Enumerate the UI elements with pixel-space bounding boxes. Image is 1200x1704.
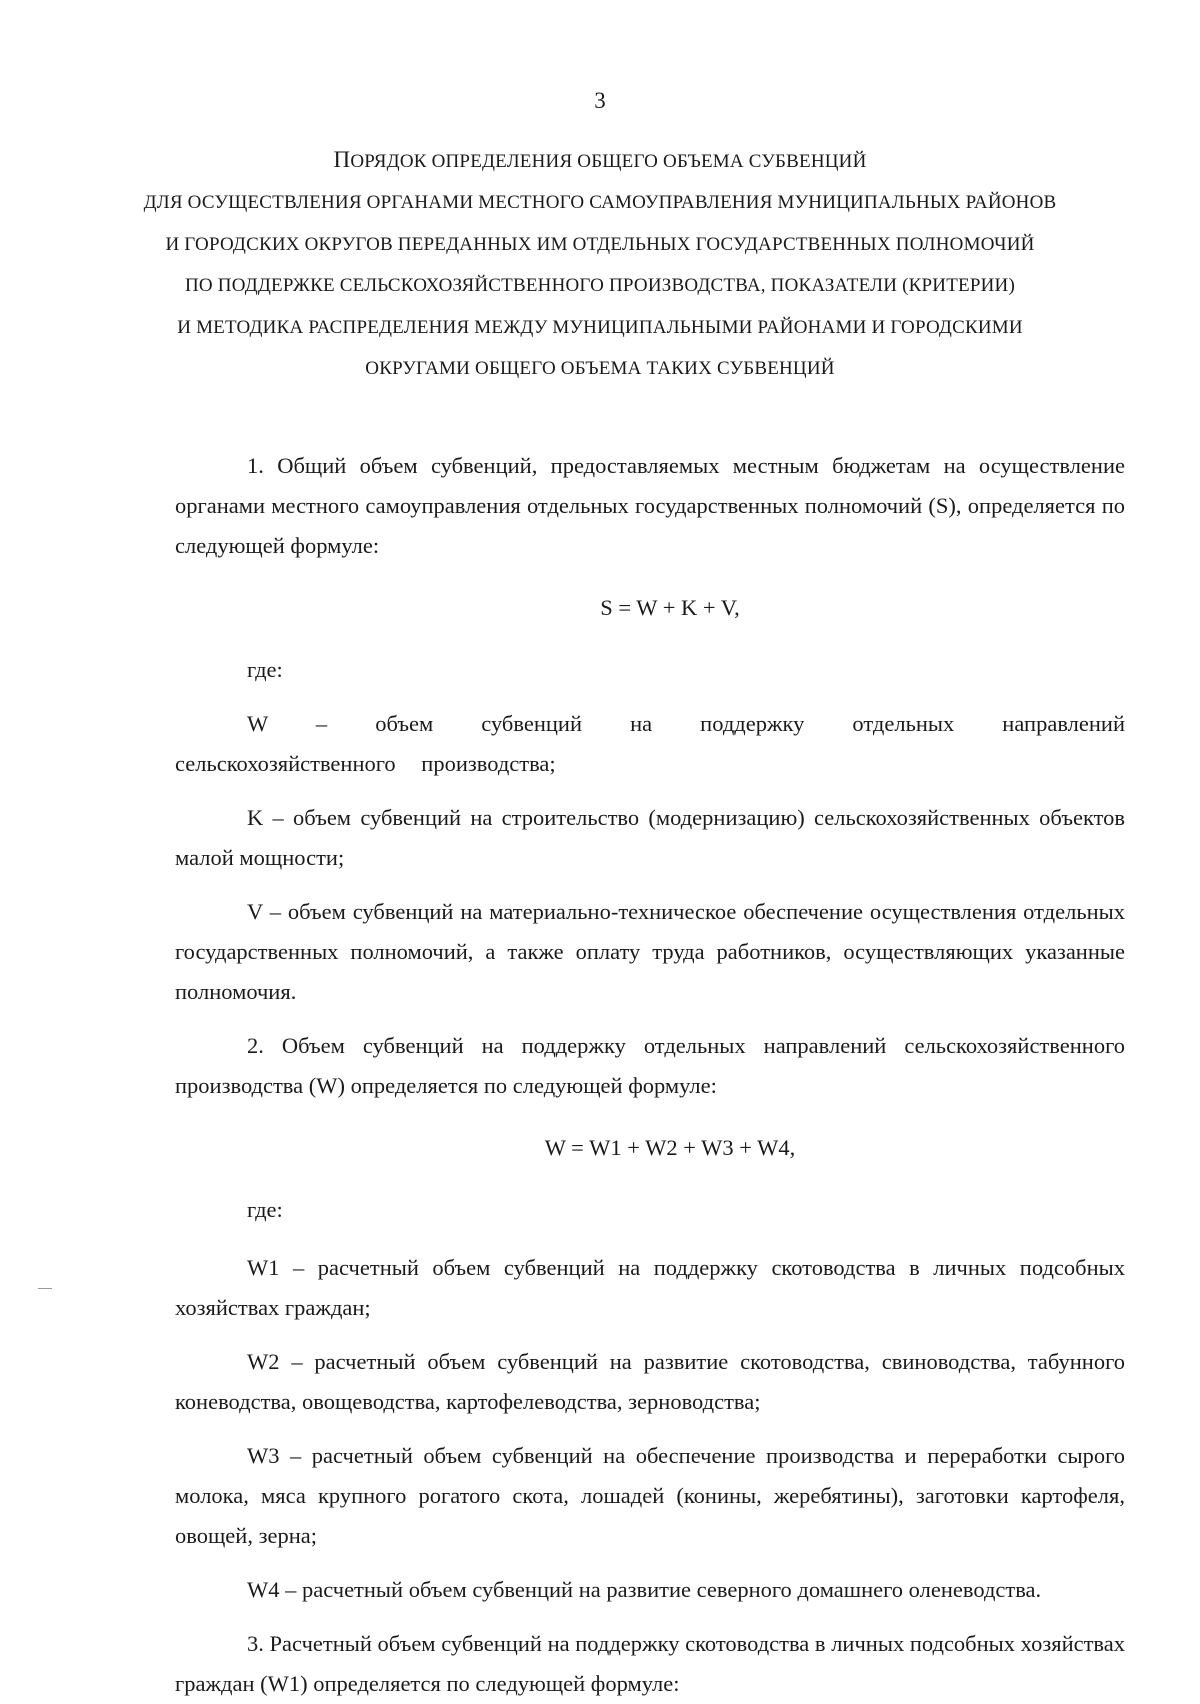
where-label-1: где:: [247, 657, 283, 682]
where-label-2: где:: [247, 1197, 283, 1222]
title-line: И ГОРОДСКИХ ОКРУГОВ ПЕРЕДАННЫХ ИМ ОТДЕЛЬНЫХ ГОСУДАРСТВЕННЫХ ПОЛНОМОЧИЙ: [165, 233, 1035, 255]
definition-w3: W3 – расчетный объем субвенций на обеспечение производства и переработки сырого молока, мяса крупного рогатого скота, лошадей (конины, жеребятины), заготовки картофеля, овощей, зерна;: [175, 1443, 1125, 1548]
title-line: ПО ПОДДЕРЖКЕ СЕЛЬСКОХОЗЯЙСТВЕННОГО ПРОИЗВОДСТВА, ПОКАЗАТЕЛИ (КРИТЕРИИ): [185, 275, 1015, 297]
paragraph-3: 3. Расчетный объем субвенций на поддержку скотоводства в личных подсобных хозяйствах граждан (W1) определяется по следующей формуле:: [175, 1631, 1125, 1696]
scan-mark: [38, 1288, 52, 1289]
definition-w2: W2 – расчетный объем субвенций на развитие скотоводства, свиноводства, табунного коневодства, овощеводства, картофелеводства, зерноводства;: [175, 1349, 1125, 1414]
definition-w: W – объем субвенций на поддержку отдельных направлений сельскохозяйственного производства;: [175, 711, 1125, 776]
document-body: [175, 446, 1125, 1704]
title-line: ОКРУГАМИ ОБЩЕГО ОБЪЕМА ТАКИХ СУБВЕНЦИЙ: [365, 358, 835, 380]
definition-v: V – объем субвенций на материально-техническое обеспечение осуществления отдельных государственных полномочий, а также оплату труда работников, осуществляющих указанные полномочия.: [175, 899, 1125, 1004]
title-line: ДЛЯ ОСУЩЕСТВЛЕНИЯ ОРГАНАМИ МЕСТНОГО САМОУПРАВЛЕНИЯ МУНИЦИПАЛЬНЫХ РАЙОНОВ: [143, 192, 1057, 214]
page-number: 3: [594, 88, 606, 113]
title-line: И МЕТОДИКА РАСПРЕДЕЛЕНИЯ МЕЖДУ МУНИЦИПАЛЬНЫМИ РАЙОНАМИ И ГОРОДСКИМИ: [177, 316, 1023, 338]
definition-w1: W1 – расчетный объем субвенций на поддержку скотоводства в личных подсобных хозяйствах граждан;: [175, 1255, 1125, 1320]
formula-s: S = W + K + V,: [600, 595, 740, 620]
formula-w: W = W1 + W2 + W3 + W4,: [544, 1135, 796, 1160]
document-title: [140, 139, 1060, 389]
definition-k: K – объем субвенций на строительство (модернизацию) сельскохозяйственных объектов малой мощности;: [175, 805, 1125, 870]
definition-w4: W4 – расчетный объем субвенций на развитие северного домашнего оленеводства.: [247, 1577, 1042, 1602]
title-line: ПОРЯДОК ОПРЕДЕЛЕНИЯ ОБЩЕГО ОБЪЕМА СУБВЕНЦИЙ: [333, 147, 867, 172]
paragraph-1: 1. Общий объем субвенций, предоставляемых местным бюджетам на осуществление органами местного самоуправления отдельных государственных полномочий (S), определяется по следующей формуле:: [175, 453, 1125, 558]
paragraph-2: 2. Объем субвенций на поддержку отдельных направлений сельскохозяйственного производства (W) определяется по следующей формуле:: [175, 1033, 1125, 1098]
